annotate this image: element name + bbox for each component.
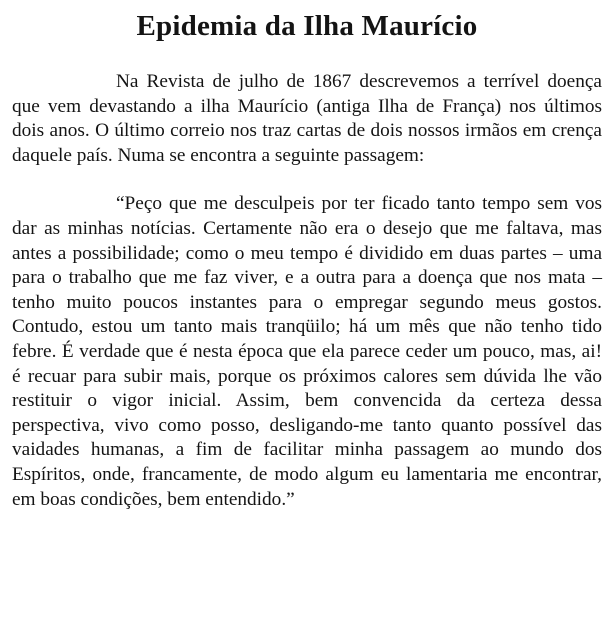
document-page (12, 6, 602, 512)
document-title: Epidemia da Ilha Maurício (136, 10, 478, 42)
quoted-letter-paragraph: “Peço que me desculpeis por ter ficado tanto tempo sem vos dar as minhas notícias. Certamente não era o desejo que me faltava, mas antes a possibilidade; como o meu tempo é dividido em duas partes – uma para o trabalho que me faz viver, e a outra para a doença que nos mata – tenho muito poucos instantes para o empregar segundo meus gostos. Contudo, estou um tanto mais tranqüilo; há um mês que não tenho tido febre. É verdade que é nesta época que ela parece ceder um pouco, mas, ai! é recuar para subir mais, porque os próximos calores sem dúvida lhe vão restituir o vigor inicial. Assim, bem convencida da certeza dessa perspectiva, vivo como posso, desligando-me tanto quanto possível das vaidades humanas, a fim de facilitar minha passagem ao mundo dos Espíritos, onde, francamente, de modo algum eu lamentaria me encontrar, em boas condições, bem entendido.” (12, 193, 602, 510)
intro-paragraph: Na Revista de julho de 1867 descrevemos a terrível doença que vem devastando a ilha Maurício (antiga Ilha de França) nos últimos dois anos. O último correio nos traz cartas de dois nossos irmãos em crença daquele país. Numa se encontra a seguinte passagem: (12, 71, 602, 166)
